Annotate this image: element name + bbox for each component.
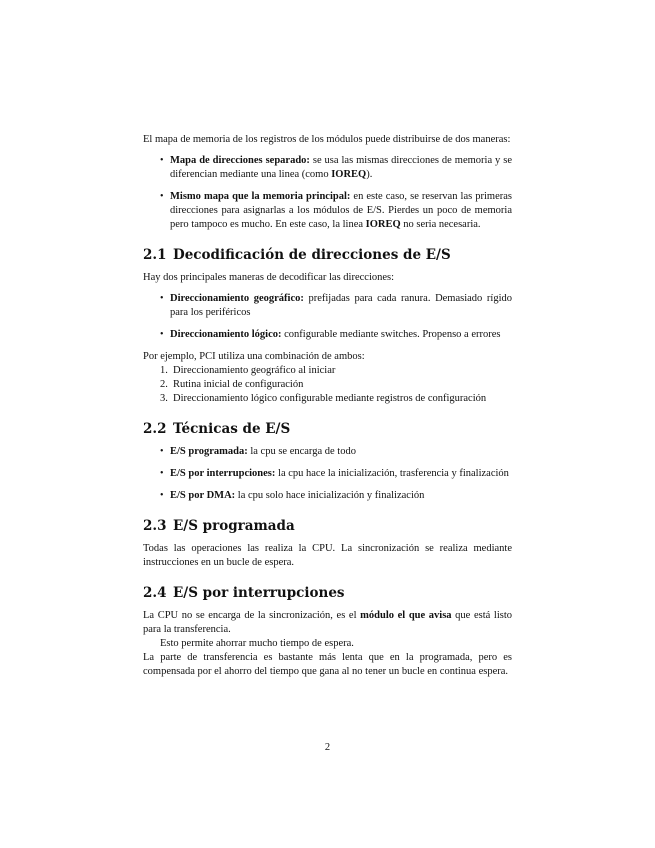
list-item bbox=[143, 467, 512, 481]
item-text: prefijadas para cada ranura. Demasiado rígido para los periféricos bbox=[170, 293, 512, 318]
list-item bbox=[143, 378, 512, 392]
section-title: E/S por interrupciones bbox=[173, 585, 345, 601]
item-text-end: no seria necesaria. bbox=[400, 219, 481, 230]
step-text: Rutina inicial de configuración bbox=[173, 379, 304, 390]
page-number: 2 bbox=[324, 742, 331, 753]
section-heading-2-1 bbox=[143, 247, 512, 263]
list-item bbox=[143, 328, 512, 342]
item-text: la cpu se encarga de todo bbox=[247, 446, 356, 457]
list-item bbox=[143, 489, 512, 503]
item-bold: IOREQ bbox=[365, 219, 401, 230]
section-paragraph: Hay dos principales maneras de decodificar las direcciones: bbox=[143, 272, 395, 283]
section-heading-2-4 bbox=[143, 585, 512, 601]
section-paragraph: La parte de transferencia es bastante más lenta que en la programada, pero es compensada por el ahorro del tiempo que gana al no tener un bucle en continua espera. bbox=[143, 652, 512, 677]
step-number: 3. bbox=[160, 393, 168, 404]
paragraph-bold: módulo el que avisa bbox=[360, 610, 452, 621]
item-text: la cpu solo hace inicialización y finalización bbox=[235, 490, 425, 501]
list-item bbox=[143, 364, 512, 378]
item-term: Mapa de direcciones separado: bbox=[170, 155, 310, 166]
item-term: E/S programada: bbox=[170, 446, 248, 457]
step-text: Direccionamiento geográfico al iniciar bbox=[173, 365, 336, 376]
section-paragraph: Esto permite ahorrar mucho tiempo de espera. bbox=[160, 638, 354, 649]
item-term: E/S por interrupciones: bbox=[170, 468, 276, 479]
intro-paragraph: El mapa de memoria de los registros de los módulos puede distribuirse de dos maneras: bbox=[143, 134, 511, 145]
item-text: se usa las mismas direcciones de memoria y se diferencian mediante una linea (como bbox=[170, 155, 512, 180]
step-number: 2. bbox=[160, 379, 168, 390]
item-text: en este caso, se reservan las primeras direcciones para asignarlas a los módulos de E/S. Pierdes un poco de memoria pero tampoco es mucho. En este caso, la linea bbox=[170, 191, 512, 230]
item-text-end: ). bbox=[366, 169, 373, 180]
item-term: E/S por DMA: bbox=[170, 490, 236, 501]
item-term: Direccionamiento lógico: bbox=[170, 329, 282, 340]
list-item bbox=[143, 445, 512, 459]
section-number: 2.1 bbox=[143, 247, 167, 263]
list-item bbox=[143, 190, 512, 232]
addressing-list bbox=[143, 292, 512, 342]
section-paragraph bbox=[143, 609, 512, 637]
intro-list bbox=[143, 154, 512, 232]
section-heading-2-2 bbox=[143, 421, 512, 437]
section-title: Decodificación de direcciones de E/S bbox=[173, 247, 451, 263]
item-text: configurable mediante switches. Propenso a errores bbox=[281, 329, 501, 340]
list-item bbox=[143, 392, 512, 406]
step-number: 1. bbox=[160, 365, 168, 376]
item-text: la cpu hace la inicialización, trasferencia y finalización bbox=[275, 468, 509, 479]
section-heading-2-3 bbox=[143, 518, 512, 534]
section-number: 2.4 bbox=[143, 585, 167, 601]
steps-list bbox=[143, 364, 512, 406]
paragraph-text: La CPU no se encarga de la sincronización, es el bbox=[143, 610, 361, 621]
section-paragraph: Todas las operaciones las realiza la CPU. La sincronización se realiza mediante instrucciones en un bucle de espera. bbox=[143, 543, 512, 568]
techniques-list bbox=[143, 445, 512, 503]
step-text: Direccionamiento lógico configurable mediante registros de configuración bbox=[173, 393, 487, 404]
section-title: Técnicas de E/S bbox=[173, 421, 291, 437]
item-term: Mismo mapa que la memoria principal: bbox=[170, 191, 351, 202]
page-body bbox=[143, 133, 512, 679]
item-bold: IOREQ bbox=[331, 169, 367, 180]
list-item bbox=[143, 154, 512, 182]
list-item bbox=[143, 292, 512, 320]
section-title: E/S programada bbox=[173, 518, 295, 534]
paragraph-text-end: que está listo para la transferencia. bbox=[143, 610, 513, 635]
item-term: Direccionamiento geográfico: bbox=[170, 293, 304, 304]
section-number: 2.3 bbox=[143, 518, 167, 534]
example-paragraph: Por ejemplo, PCI utiliza una combinación de ambos: bbox=[143, 351, 365, 362]
section-number: 2.2 bbox=[143, 421, 167, 437]
